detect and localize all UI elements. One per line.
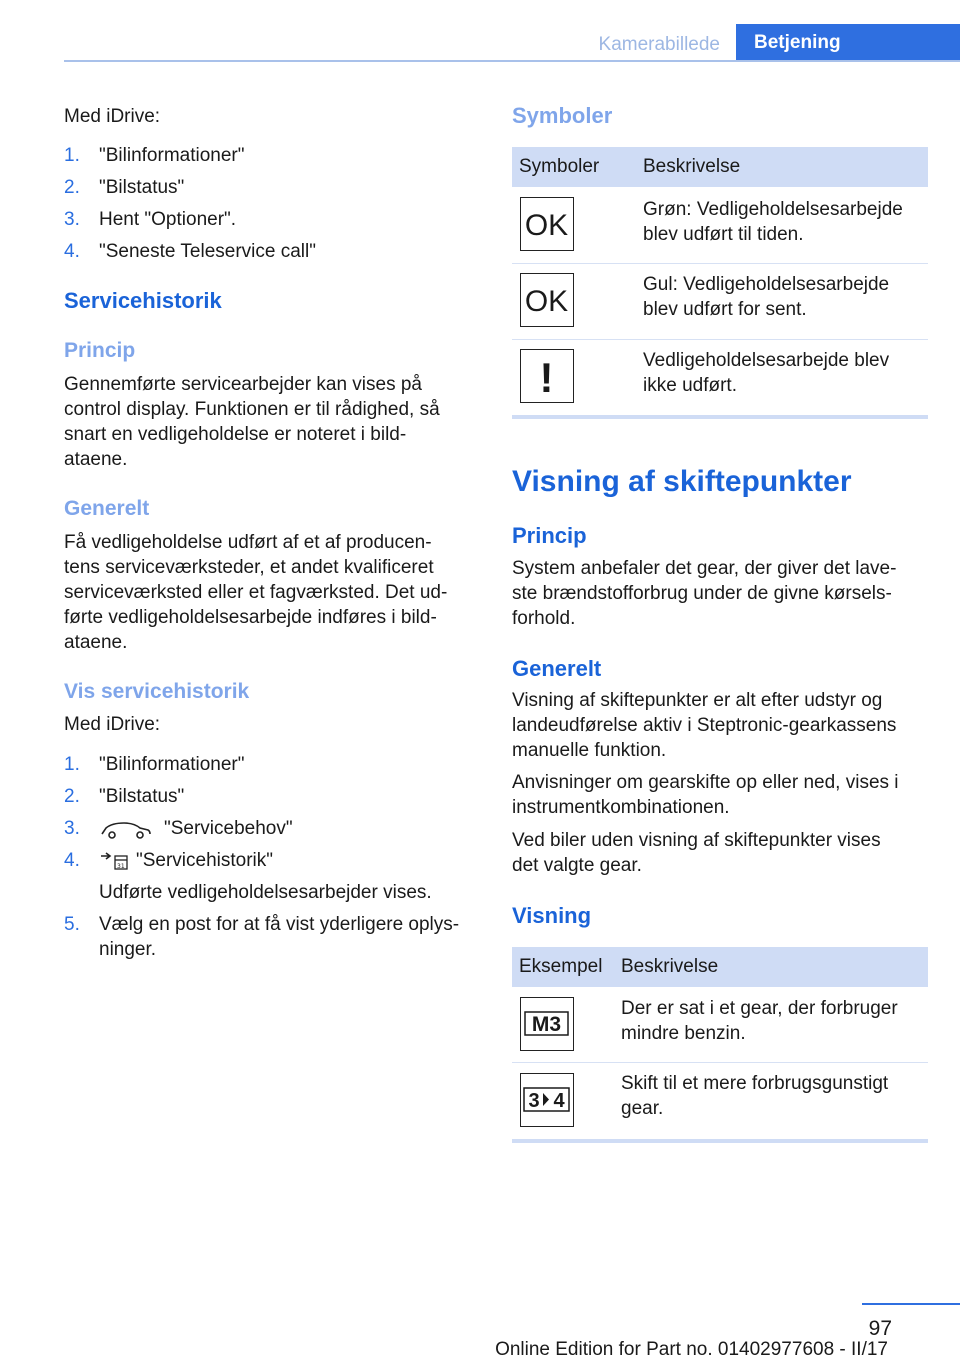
heading-vis-servicehistorik: Vis servicehistorik	[64, 680, 250, 703]
example-table-header	[512, 947, 928, 987]
header-tab-betjening-label: Betjening	[754, 32, 841, 53]
symbol-desc: Gul: Vedligeholdelsesarbejde blev udført for sent.	[643, 274, 890, 320]
heading-visning-af-skiftepunkter: Visning af skiftepunkter	[512, 465, 852, 498]
symbol-desc: Vedligeholdelsesarbejde blev ikke udført.	[643, 350, 890, 396]
ok-green-icon	[520, 197, 574, 251]
heading-visning: Visning	[512, 903, 592, 928]
heading-generelt: Generelt	[64, 497, 150, 520]
ved-biler-paragraph: Ved biler uden visning af skiftepunkter vises det valgte gear.	[512, 830, 881, 876]
svg-text:OK: OK	[524, 209, 569, 242]
exclamation-icon	[520, 349, 574, 403]
svg-text:M3: M3	[531, 1013, 562, 1036]
header-tab-betjening	[736, 24, 960, 62]
col-eksempel: Eksempel	[519, 956, 603, 977]
heading-princip: Princip	[64, 339, 136, 362]
ok-yellow-icon	[520, 273, 574, 327]
generelt-paragraph: Få vedligeholdelse udført af et af producen‐ tens serviceværksteder, et andet kvalificeret serviceværksted eller et fagværksted. Det ud‐ førte vedligeholdelsesarbejde indføres i bild‐ ataene.	[64, 532, 448, 653]
table-bottom-rule	[512, 1139, 928, 1143]
row-divider	[512, 339, 928, 340]
header-tab-kamerabillede: Kamerabillede	[598, 34, 720, 55]
list-item: 5. Vælg en post for at få vist yderligere oplys‐ ninger.	[64, 914, 460, 960]
heading-princip-right: Princip	[512, 523, 587, 548]
generelt-right-paragraph: Visning af skiftepunkter er alt efter udstyr og landeudførelse aktiv i Steptronic-gearkassens manuelle funktion.	[512, 690, 897, 761]
symbol-desc: Grøn: Vedligeholdelsesarbejde blev udført til tiden.	[643, 199, 903, 245]
princip-right-paragraph: System anbefaler det gear, der giver det lave‐ ste brændstofforbrug under de givne kørsels‐ forhold.	[512, 558, 897, 629]
anvisninger-paragraph: Anvisninger om gearskifte op eller ned, vises i instrumentkombinationen.	[512, 772, 899, 818]
row-divider	[512, 263, 928, 264]
vis-intro: Med iDrive:	[64, 714, 161, 735]
example-desc: Der er sat i et gear, der forbruger mindre benzin.	[621, 998, 898, 1044]
header-rule	[64, 60, 960, 62]
col-symboler: Symboler	[519, 156, 600, 177]
page-number: 97	[868, 1317, 892, 1340]
princip-paragraph: Gennemførte servicearbejder kan vises på control display. Funktionen er til rådighed, så snart en vedligeholdelse er noteret i bild‐ ataene.	[64, 374, 440, 470]
footer-rule	[862, 1303, 960, 1305]
col-beskrivelse: Beskrivelse	[621, 956, 719, 977]
intro-text: Med iDrive:	[64, 106, 161, 127]
m3-gear-icon	[520, 997, 574, 1051]
car-service-icon	[100, 821, 152, 839]
svg-text:3: 3	[528, 1090, 540, 1112]
table-bottom-rule	[512, 415, 928, 419]
symbol-table-header	[512, 147, 928, 187]
heading-symboler: Symboler	[512, 103, 613, 128]
shift-3-to-4-icon	[520, 1073, 574, 1127]
heading-servicehistorik: Servicehistorik	[64, 288, 222, 313]
col-beskrivelse: Beskrivelse	[643, 156, 741, 177]
list-item-sub: Udførte vedligeholdelsesarbejder vises.	[99, 882, 432, 903]
svg-text:31: 31	[117, 863, 125, 870]
row-divider	[512, 1062, 928, 1063]
svg-text:!: !	[539, 354, 554, 401]
example-desc: Skift til et mere forbrugsgunstigt gear.	[621, 1073, 889, 1119]
svg-text:OK: OK	[524, 285, 569, 318]
edition-footer: Online Edition for Part no. 01402977608 - II/17	[495, 1339, 888, 1360]
heading-generelt-right: Generelt	[512, 656, 602, 681]
service-history-icon	[100, 850, 130, 872]
svg-text:4: 4	[553, 1090, 565, 1112]
